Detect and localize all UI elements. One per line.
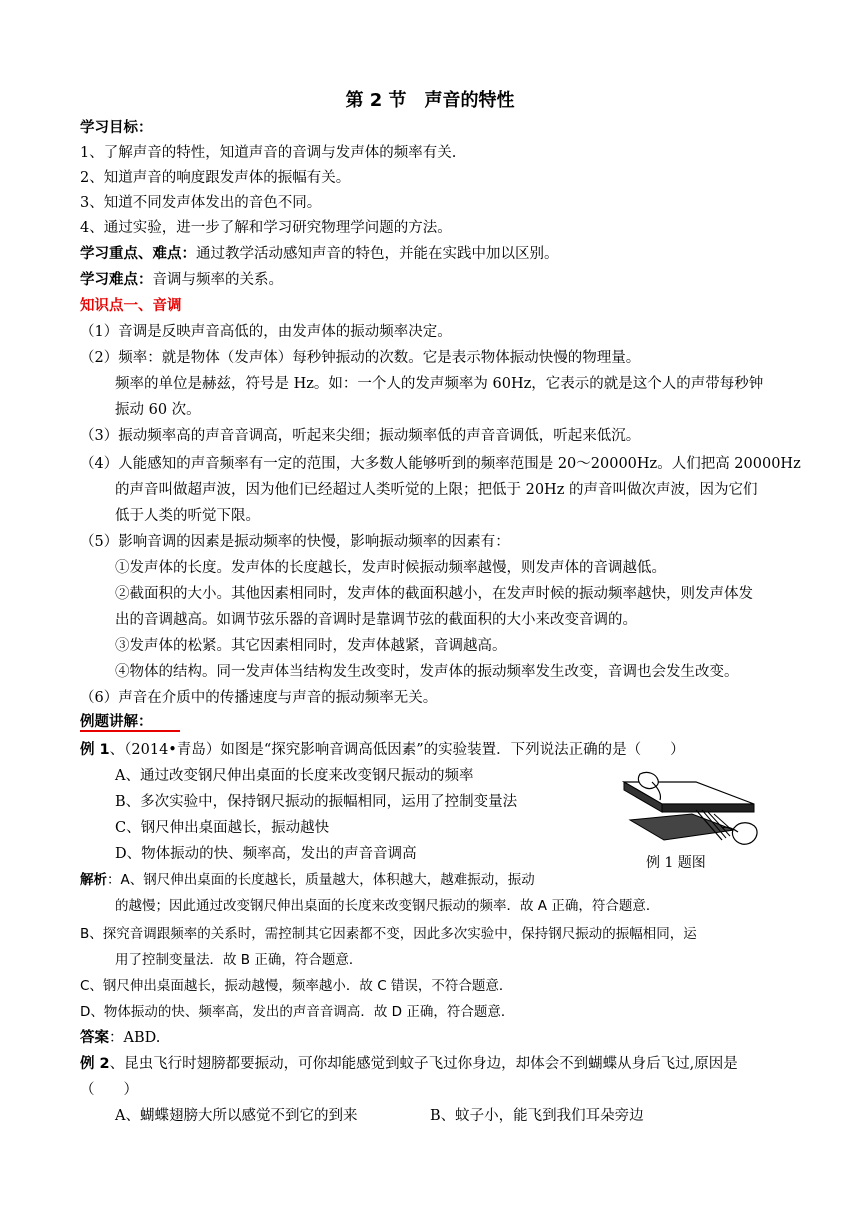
knowledge-line: 振动 60 次。 bbox=[115, 402, 201, 418]
objective-item: 4、通过实验，进一步了解和学习研究物理学问题的方法。 bbox=[80, 220, 452, 236]
knowledge-line: 频率的单位是赫兹，符号是 Hz。如：一个人的发声频率为 60Hz，它表示的就是这个人的声带每秒钟 bbox=[115, 376, 764, 392]
objective-item: 1、了解声音的特性，知道声音的音调与发声体的频率有关. bbox=[80, 145, 457, 161]
examples-heading: 例题讲解： bbox=[80, 714, 153, 730]
example1-option: B、多次实验中，保持钢尺振动的振幅相同，运用了控制变量法 bbox=[115, 794, 518, 810]
knowledge-line: ③发声体的松紧。其它因素相同时，发声体越紧，音调越高。 bbox=[115, 638, 507, 654]
steel-ruler-figure bbox=[622, 770, 762, 850]
knowledge-line: （1）音调是反映声音高低的，由发声体的振动频率决定。 bbox=[80, 324, 452, 340]
knowledge-line: 低于人类的听觉下限。 bbox=[115, 508, 260, 524]
analysis-line: C、钢尺伸出桌面越长，振动越慢，频率越小．故 C 错误，不符合题意． bbox=[80, 978, 513, 994]
knowledge-line: （6）声音在介质中的传播速度与声音的振动频率无关。 bbox=[80, 690, 438, 706]
example1-question-text: 、（2014•青岛）如图是“探究影响音调高低因素”的实验装置．下列说法正确的是（ ） bbox=[109, 742, 685, 758]
answer-line bbox=[80, 1028, 160, 1048]
analysis-line: D、物体振动的快、频率高，发出的声音音调高．故 D 正确，符合题意． bbox=[80, 1004, 515, 1020]
knowledge-line: （2）频率：就是物体（发声体）每秒钟振动的次数。它是表示物体振动快慢的物理量。 bbox=[80, 350, 641, 366]
knowledge-line: （4）人能感知的声音频率有一定的范围，大多数人能够听到的频率范围是 20～20000Hz。人们把高 20000Hz bbox=[80, 456, 801, 472]
objectives-heading: 学习目标： bbox=[80, 120, 153, 136]
knowledge-line: ④物体的结构。同一发声体当结构发生改变时，发声体的振动频率发生改变，音调也会发生改变。 bbox=[115, 664, 739, 680]
knowledge-line: 出的音调越高。如调节弦乐器的音调时是靠调节弦的截面积的大小来改变音调的。 bbox=[115, 612, 637, 628]
knowledge-line: （5）影响音调的因素是振动频率的快慢，影响振动频率的因素有： bbox=[80, 534, 510, 550]
key-points-label: 学习重点、难点： bbox=[80, 246, 196, 262]
figure-caption: 例 1 题图 bbox=[646, 855, 706, 871]
steel-ruler bbox=[630, 810, 734, 840]
example1-label: 例 1 bbox=[80, 742, 110, 758]
example2-question bbox=[80, 1054, 738, 1074]
example2-option-b: B、蚊子小，能飞到我们耳朵旁边 bbox=[430, 1108, 644, 1124]
key-points bbox=[80, 244, 559, 264]
objective-item: 2、知道声音的响度跟发声体的振幅有关。 bbox=[80, 170, 351, 186]
difficulty-label: 学习难点： bbox=[80, 272, 153, 288]
analysis-text: ：A、钢尺伸出桌面的长度越长，质量越大，体积越大，越难振动，振动 bbox=[107, 872, 535, 888]
analysis-line: 的越慢；因此通过改变钢尺伸出桌面的长度来改变钢尺振动的频率．故 A 正确，符合题意． bbox=[115, 898, 660, 914]
analysis-line: B、探究音调跟频率的关系时，需控制其它因素都不变，因此多次实验中，保持钢尺振动的振幅相同，运 bbox=[80, 926, 697, 942]
example2-option-a: A、蝴蝶翅膀大所以感觉不到它的到来 bbox=[115, 1108, 358, 1124]
knowledge-line: ①发声体的长度。发声体的长度越长，发声时候振动频率越慢，则发声体的音调越低。 bbox=[115, 560, 666, 576]
examples-heading-underline bbox=[80, 730, 180, 732]
knowledge-line: ②截面积的大小。其他因素相同时，发声体的截面积越小，在发声时候的振动频率越快，则发声体发 bbox=[115, 586, 753, 602]
answer-text: ：ABD. bbox=[109, 1030, 161, 1046]
difficulty bbox=[80, 270, 283, 290]
knowledge-heading: 知识点一、音调 bbox=[80, 298, 182, 314]
example1-option: D、物体振动的快、频率高，发出的声音音调高 bbox=[115, 846, 417, 862]
key-points-text: 通过教学活动感知声音的特色，并能在实践中加以区别。 bbox=[196, 246, 559, 262]
answer-label: 答案 bbox=[80, 1030, 109, 1046]
knowledge-line: （3）振动频率高的声音音调高，听起来尖细；振动频率低的声音音调低，听起来低沉。 bbox=[80, 428, 641, 444]
example1-question bbox=[80, 740, 685, 760]
analysis-label: 解析 bbox=[80, 872, 107, 888]
page-title: 第 2 节 声音的特性 bbox=[345, 90, 515, 111]
analysis-line: 用了控制变量法．故 B 正确，符合题意． bbox=[115, 952, 363, 968]
example1-option: A、通过改变钢尺伸出桌面的长度来改变钢尺振动的频率 bbox=[115, 768, 474, 784]
analysis-line bbox=[80, 870, 535, 890]
example1-option: C、钢尺伸出桌面越长，振动越快 bbox=[115, 820, 330, 836]
difficulty-text: 音调与频率的关系。 bbox=[152, 272, 283, 288]
knowledge-line: 的声音叫做超声波，因为他们已经超过人类听觉的上限；把低于 20Hz 的声音叫做次声波，因为它们 bbox=[115, 482, 758, 498]
example2-question-text: 、昆虫飞行时翅膀都要振动，可你却能感觉到蚊子飞过你身边，却体会不到蝴蝶从身后飞过,原因是 bbox=[109, 1056, 738, 1072]
example2-paren: （ ） bbox=[80, 1082, 138, 1098]
objective-item: 3、知道不同发声体发出的音色不同。 bbox=[80, 195, 322, 211]
example2-label: 例 2 bbox=[80, 1056, 110, 1072]
